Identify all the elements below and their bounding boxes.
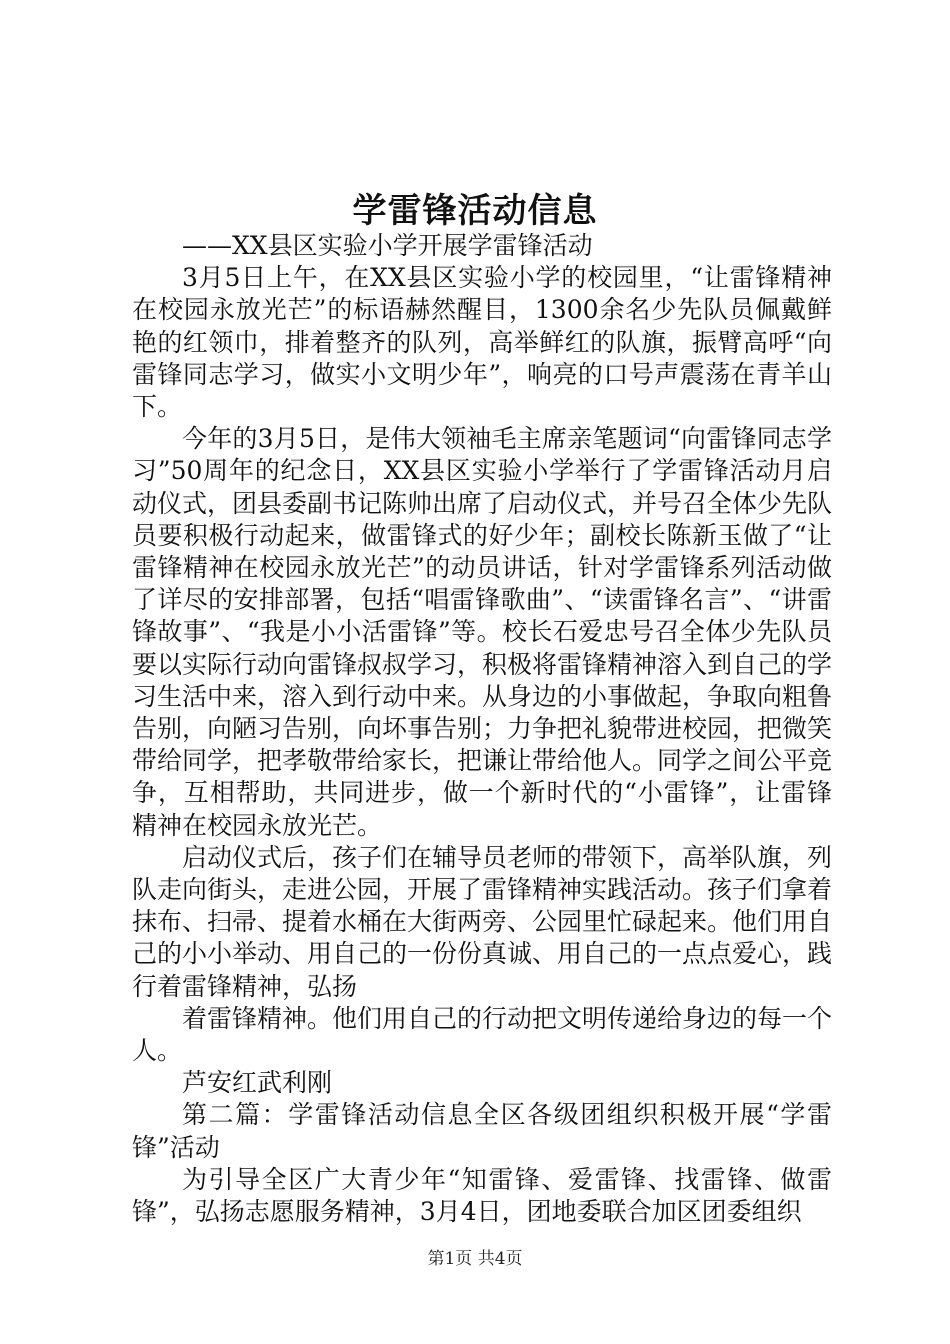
paragraph: 启动仪式后，孩子们在辅导员老师的带领下，高举队旗，列队走向街头，走进公园，开展了雷锋精神实践活动。孩子们拿着抹布、扫帚、提着水桶在大街两旁、公园里忙碌起来。他们用自己的小小举动、用自己的一份份真诚、用自己的一点点爱心，践行着雷锋精神，弘扬 (132, 842, 833, 1001)
paragraph: 第二篇：学雷锋活动信息全区各级团组织积极开展“学雷锋”活动 (132, 1100, 832, 1162)
paragraph: 今年的3月5日，是伟大领袖毛主席亲笔题词“向雷锋同志学习”50周年的纪念日，XX县区实验小学举行了学雷锋活动月启动仪式，团县委副书记陈帅出席了启动仪式，并号召全体少先队员要积极行动起来，做雷锋式的好少年；副校长陈新玉做了“让雷锋精神在校园永放光芒”的动员讲话，针对学雷锋系列活动做了详尽的安排部署，包括“唱雷锋歌曲”、“读雷锋名言”、“讲雷锋故事”、“我是小小活雷锋”等。校长石爱忠号召全体少先队员要以实际行动向雷锋叔叔学习，积极将雷锋精神溶入到自己的学习生活中来，溶入到行动中来。从身边的小事做起，争取向粗鲁告别，向陋习告别，向坏事告别；力争把礼貌带进校园，把微笑带给同学，把孝敬带给家长，把谦让带给他人。同学之间公平竞争，互相帮助，共同进步，做一个新时代的“小雷锋”，让雷锋精神在校园永放光芒。 (132, 424, 833, 840)
paragraph: 为引导全区广大青少年“知雷锋、爱雷锋、找雷锋、做雷锋”，弘扬志愿服务精神，3月4日，团地委联合加区团委组织 (132, 1164, 832, 1227)
paragraph: 3月5日上午，在XX县区实验小学的校园里，“让雷锋精神在校园永放光芒”的标语赫然醒目，1300余名少先队员佩戴鲜艳的红领巾，排着整齐的队列，高举鲜红的队旗，振臂高呼“向雷锋同志学习，做实小文明少年”，响亮的口号声震荡在青羊山下。 (132, 263, 832, 422)
paragraph: 芦安红武利刚 (182, 1068, 333, 1098)
document-body (132, 230, 832, 1228)
document-title: 学雷锋活动信息 (352, 191, 598, 231)
document-subtitle: ——XX县区实验小学开展学雷锋活动 (182, 231, 593, 260)
page-footer: 第1页 共4页 (427, 1249, 523, 1269)
paragraph: 着雷锋精神。他们用自己的行动把文明传递给身边的每一个人。 (132, 1003, 833, 1066)
